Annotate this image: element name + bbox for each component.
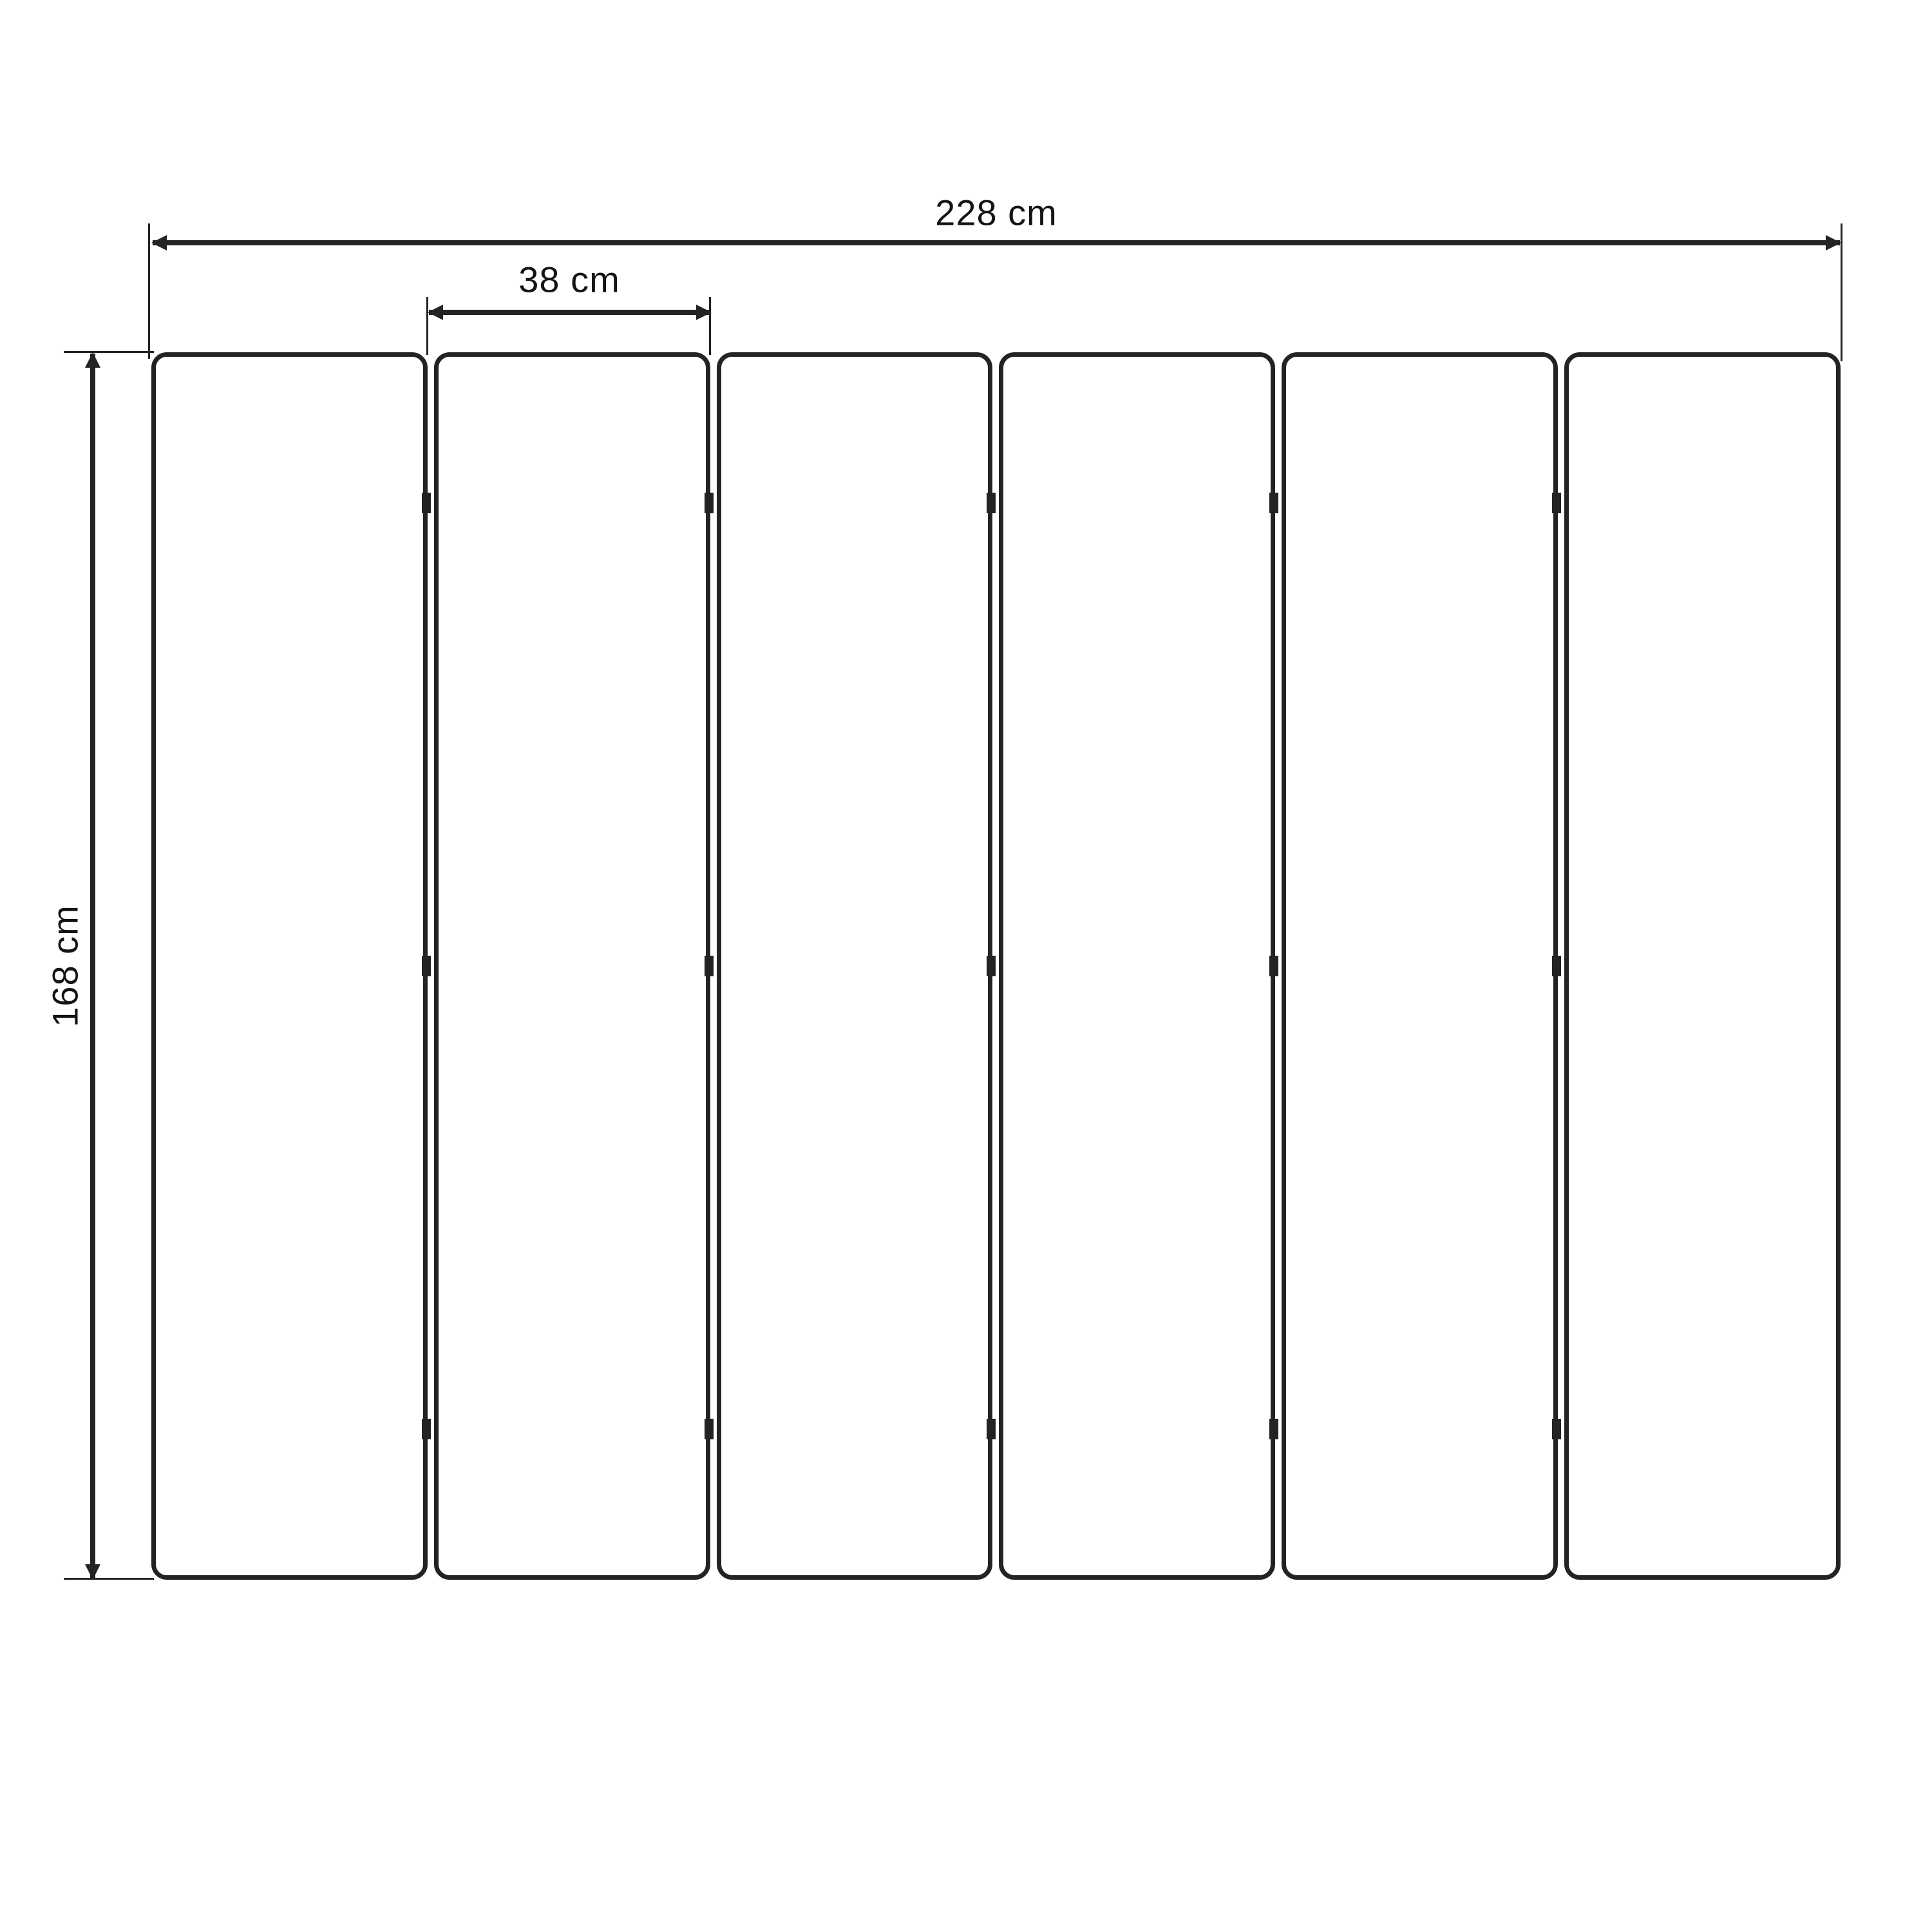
arrowhead-up-icon [85, 352, 100, 368]
panel-2 [434, 352, 710, 1580]
hinge-icon [1269, 493, 1278, 513]
arrowhead-left-icon [151, 235, 167, 251]
arrowhead-right-icon [1826, 235, 1841, 251]
panel-width-arrow [429, 310, 710, 315]
total-width-label: 228 cm [935, 192, 1057, 233]
extension-line-panel-right [709, 297, 711, 355]
height-arrow [90, 354, 95, 1578]
hinge-icon [705, 493, 714, 513]
extension-line-total-left [148, 223, 150, 359]
hinge-icon [705, 1419, 714, 1439]
hinge-icon [987, 493, 996, 513]
extension-line-panel-left [426, 297, 428, 355]
hinge-icon [1552, 493, 1561, 513]
panel-width-label: 38 cm [518, 259, 620, 300]
panel-row [151, 352, 1841, 1580]
panel-6 [1564, 352, 1841, 1580]
panel-3 [717, 352, 993, 1580]
panel-4 [999, 352, 1275, 1580]
panel-5 [1282, 352, 1558, 1580]
hinge-icon [987, 956, 996, 976]
arrowhead-left-icon [428, 305, 443, 320]
extension-line-total-right [1841, 223, 1842, 361]
hinge-icon [1552, 956, 1561, 976]
hinge-icon [1552, 1419, 1561, 1439]
hinge-icon [422, 1419, 431, 1439]
hinge-icon [987, 1419, 996, 1439]
height-label: 168 cm [44, 905, 86, 1027]
total-width-arrow [153, 240, 1840, 245]
hinge-icon [422, 493, 431, 513]
extension-line-height-bottom [64, 1578, 154, 1580]
extension-line-height-top [64, 351, 154, 353]
hinge-icon [705, 956, 714, 976]
hinge-icon [422, 956, 431, 976]
hinge-icon [1269, 956, 1278, 976]
hinge-icon [1269, 1419, 1278, 1439]
panel-1 [151, 352, 428, 1580]
